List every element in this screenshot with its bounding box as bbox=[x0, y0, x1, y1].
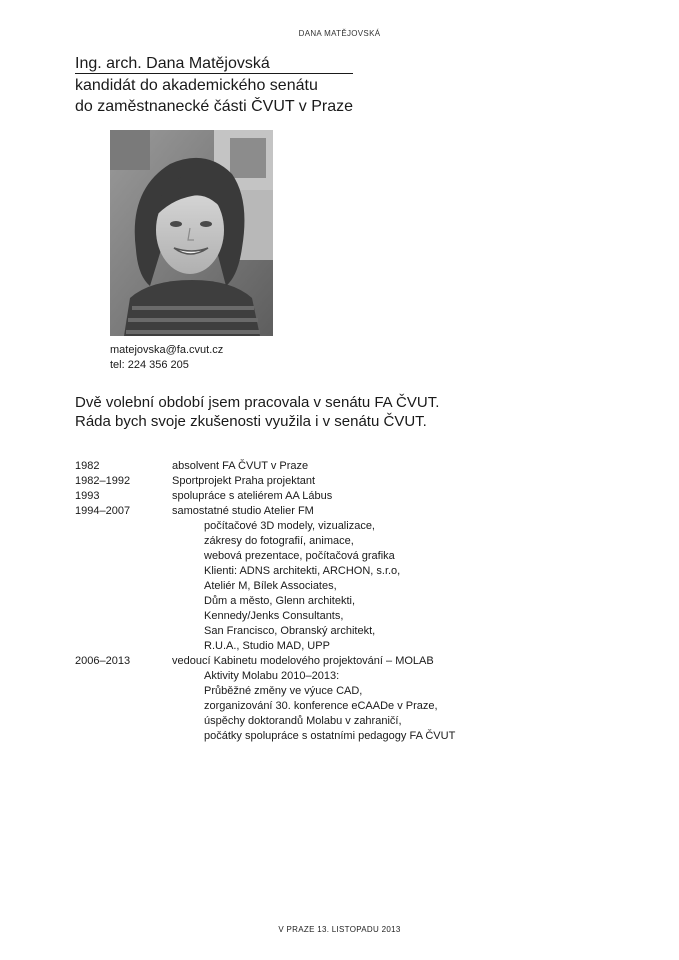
cv-detail-line: počítačové 3D modely, vizualizace, bbox=[204, 520, 375, 532]
cv-detail-line: Kennedy/Jenks Consultants, bbox=[204, 610, 344, 622]
cv-detail-line: počátky spolupráce s ostatními pedagogy FA ČVUT bbox=[204, 730, 456, 742]
cv-detail-line: Průběžné změny ve výuce CAD, bbox=[204, 685, 363, 697]
cv-detail-line: Ateliér M, Bílek Associates, bbox=[204, 580, 337, 592]
cv-description: absolvent FA ČVUT v Praze bbox=[172, 460, 309, 472]
cv-entry bbox=[75, 459, 635, 474]
cv-detail-line: R.U.A., Studio MAD, UPP bbox=[204, 640, 330, 652]
page-footer-date: V PRAZE 13. LISTOPADU 2013 bbox=[278, 925, 401, 934]
cv-list bbox=[75, 459, 635, 744]
contact-block bbox=[110, 343, 223, 373]
cv-year: 2006–2013 bbox=[75, 655, 131, 667]
portrait-photo bbox=[110, 130, 273, 336]
candidate-name: Ing. arch. Dana Matějovská bbox=[75, 54, 353, 74]
cv-entry bbox=[75, 504, 635, 519]
cv-year: 1982 bbox=[75, 460, 100, 472]
cv-year: 1982–1992 bbox=[75, 475, 131, 487]
cv-description: Sportprojekt Praha projektant bbox=[172, 475, 316, 487]
cv-entry bbox=[75, 489, 635, 504]
running-header: DANA MATĚJOVSKÁ bbox=[298, 29, 381, 38]
cv-year: 1994–2007 bbox=[75, 505, 131, 517]
cv-detail-line: zorganizování 30. konference eCAADe v Praze, bbox=[204, 700, 438, 712]
candidate-heading bbox=[75, 54, 353, 117]
cv-description: samostatné studio Atelier FM bbox=[172, 505, 314, 517]
cv-detail-line: Dům a město, Glenn architekti, bbox=[204, 595, 356, 607]
cv-year: 1993 bbox=[75, 490, 100, 502]
email-address: matejovska@fa.cvut.cz bbox=[110, 344, 224, 356]
cv-description: spolupráce s ateliérem AA Lábus bbox=[172, 490, 333, 502]
cv-detail-line: San Francisco, Obranský architekt, bbox=[204, 625, 376, 637]
cv-detail-line: úspěchy doktorandů Molabu v zahraničí, bbox=[204, 715, 402, 727]
candidacy-section-line: do zaměstnanecké části ČVUT v Praze bbox=[75, 98, 354, 115]
cv-detail-line: Aktivity Molabu 2010–2013: bbox=[204, 670, 340, 682]
cv-entry bbox=[75, 474, 635, 489]
cv-description: vedoucí Kabinetu modelového projektování – MOLAB bbox=[172, 655, 434, 667]
statement-line-1: Dvě volební období jsem pracovala v senátu FA ČVUT. bbox=[75, 394, 440, 411]
cv-detail-line: Klienti: ADNS architekti, ARCHON, s.r.o, bbox=[204, 565, 401, 577]
cv-detail-line: zákresy do fotografií, animace, bbox=[204, 535, 354, 547]
candidate-statement bbox=[75, 393, 439, 431]
candidacy-line: kandidát do akademického senátu bbox=[75, 77, 318, 94]
cv-detail-line: webová prezentace, počítačová grafika bbox=[204, 550, 395, 562]
phone-number: tel: 224 356 205 bbox=[110, 359, 189, 371]
statement-line-2: Ráda bych svoje zkušenosti využila i v senátu ČVUT. bbox=[75, 413, 427, 430]
cv-entry bbox=[75, 654, 635, 669]
